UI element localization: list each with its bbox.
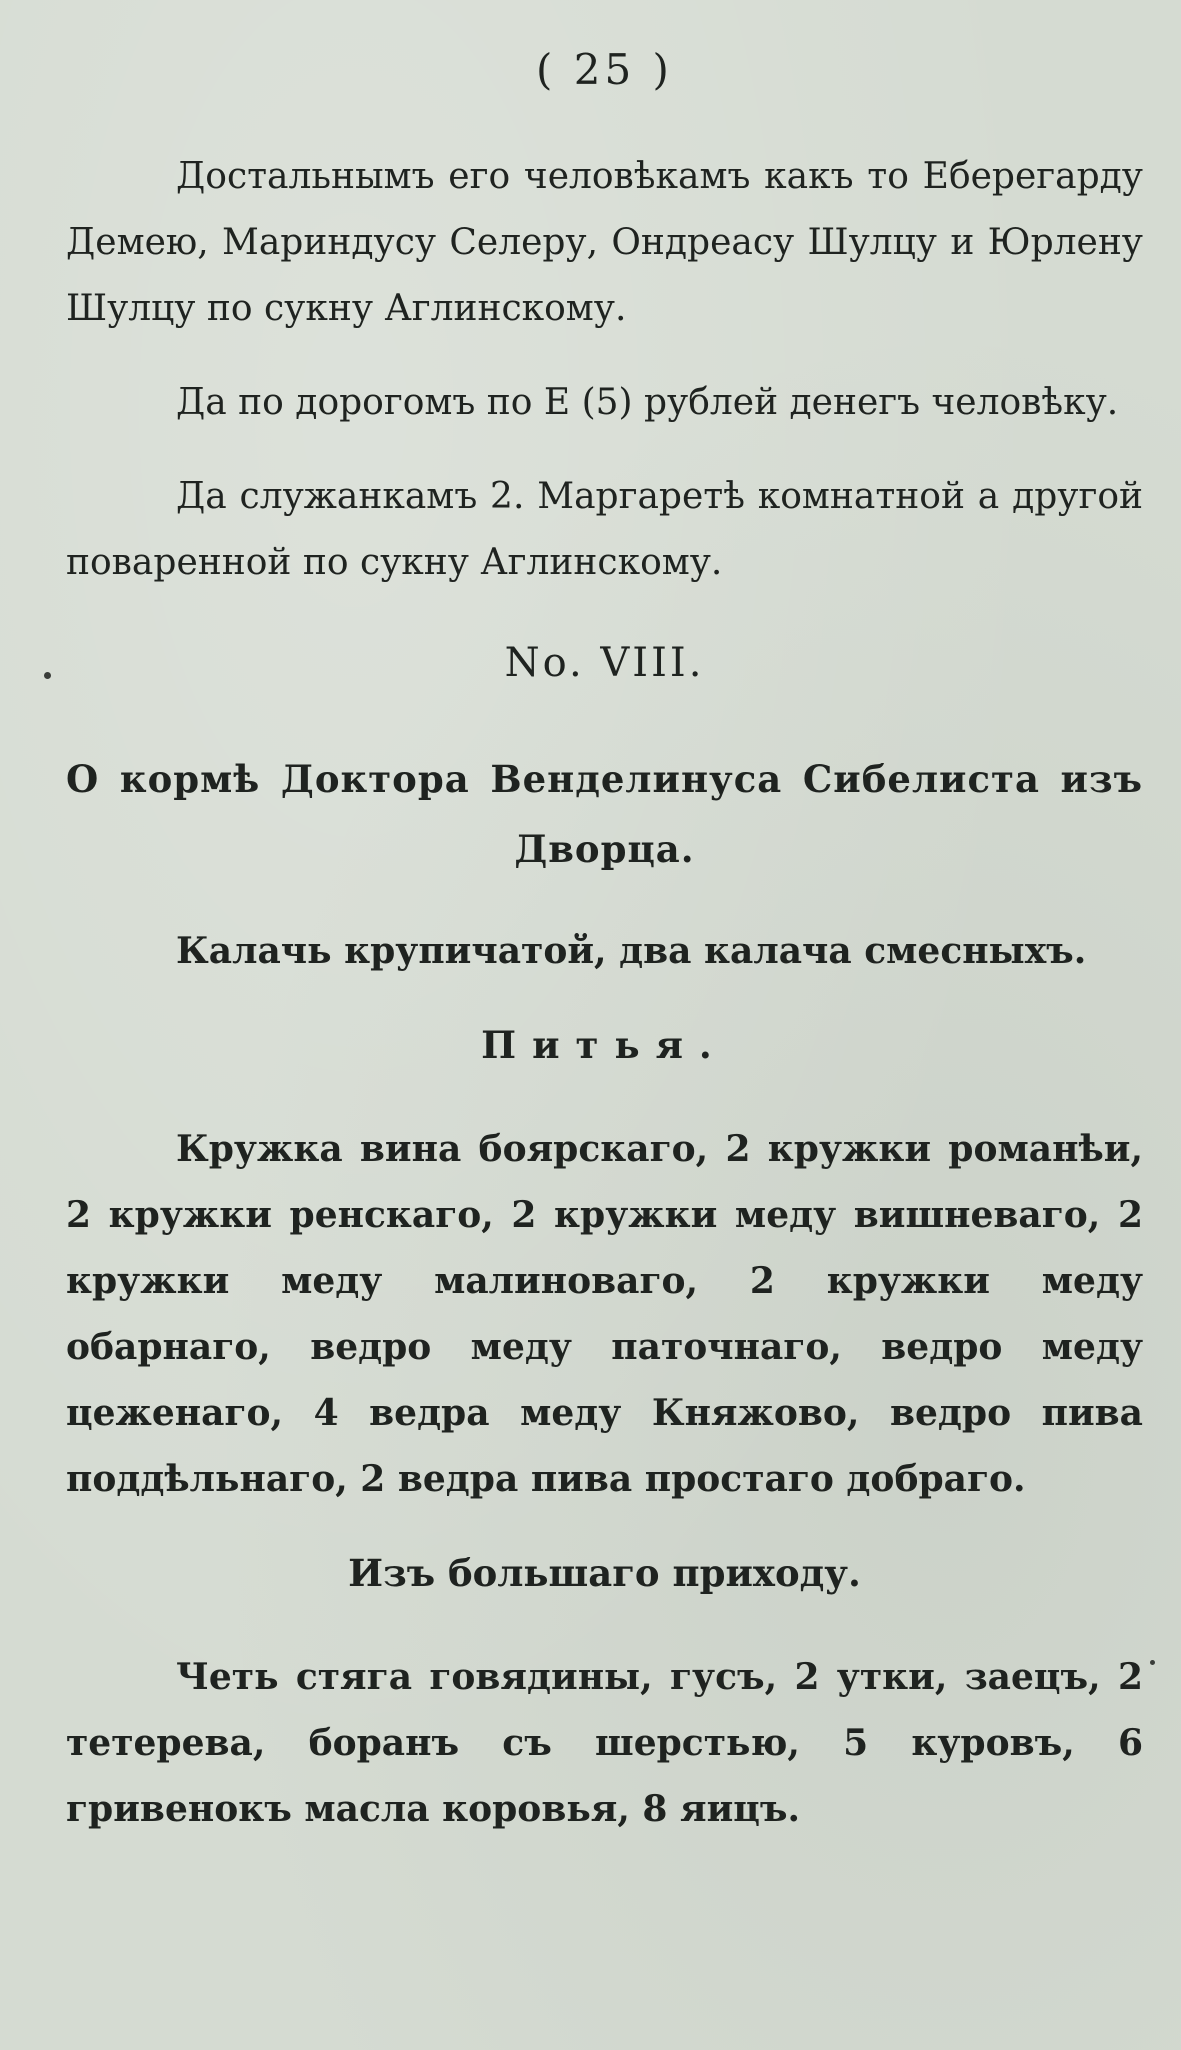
section-number-heading: No. VIII. — [504, 640, 705, 686]
paragraph-bread: Калачь крупичатой, два калача смесныхъ. — [176, 930, 1087, 972]
paragraph-maids: Да служанкамъ 2. Маргаретѣ комнатной а другой поваренной по сукну Аглинскому. — [66, 476, 1143, 583]
paragraph-drinks: Кружка вина боярскаго, 2 кружки романѣи, 2 кружки ренскаго, 2 кружки меду вишневаго, 2 кружки меду малиноваго, 2 кружки меду обарнаго, ведро меду паточнаго, ведро меду цеженаго, 4 ведра меду Княжово, ведро пива поддѣльнаго, 2 ведра пива простаго добраго. — [66, 1128, 1143, 1500]
income-heading: Изъ большаго приходу. — [348, 1551, 861, 1595]
drinks-heading: Питья. — [481, 1023, 728, 1067]
ink-speck — [1150, 1660, 1155, 1665]
paragraph-money: Да по дорогомъ по Е (5) рублей денегъ человѣку. — [176, 382, 1119, 423]
section-title: О кормѣ Доктора Венделинуса Сибелиста изъ Дворца. — [66, 757, 1143, 871]
page-number: ( 25 ) — [536, 45, 673, 94]
ink-speck — [44, 672, 51, 679]
paragraph-servants: Достальнымъ его человѣкамъ какъ то Еберeгарду Демею, Мариндусу Селеру, Ондреасу Шулцу и Юрлену Шулцу по сукну Аглинскому. — [66, 156, 1143, 329]
paragraph-income: Четь стяга говядины, гусъ, 2 утки, заецъ, 2 тетерева, боранъ съ шерстью, 5 куровъ, 6 гривенокъ масла коровья, 8 яицъ. — [66, 1656, 1143, 1830]
